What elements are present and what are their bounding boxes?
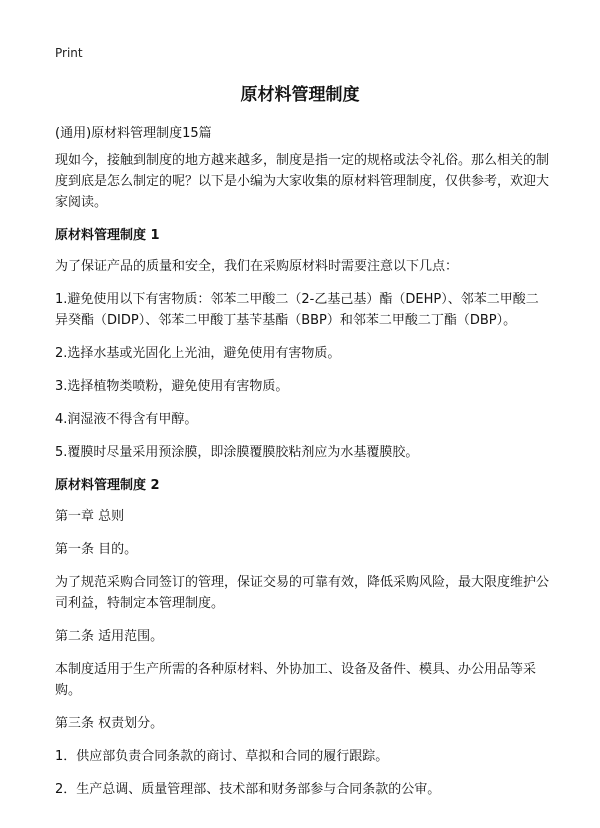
section-1-paragraph: 2.选择水基或光固化上光油，避免使用有害物质。 — [55, 346, 341, 361]
section-2-paragraph: 第一条 目的。 — [55, 542, 138, 557]
section-1-paragraph: 3.选择植物类喷粉，避免使用有害物质。 — [55, 379, 289, 394]
section-2-heading: 原材料管理制度 2 — [55, 478, 160, 493]
print-label: Print — [55, 46, 83, 60]
document-title: 原材料管理制度 — [240, 85, 360, 105]
document-body — [55, 150, 550, 812]
section-2-paragraph: 第一章 总则 — [55, 509, 125, 524]
section-2-paragraph: 本制度适用于生产所需的各种原材料、外协加工、设备及备件、模具、办公用品等采购。 — [55, 662, 537, 698]
document-subtitle: (通用)原材料管理制度15篇 — [55, 126, 212, 141]
section-2-paragraph: 第三条 权责划分。 — [55, 716, 164, 731]
section-2-paragraph: 1．供应部负责合同条款的商讨、草拟和合同的履行跟踪。 — [55, 749, 389, 764]
section-2-paragraph: 2．生产总调、质量管理部、技术部和财务部参与合同条款的公审。 — [55, 782, 441, 797]
section-1-paragraph: 4.润湿液不得含有甲醇。 — [55, 412, 198, 427]
intro-paragraph: 现如今，接触到制度的地方越来越多，制度是指一定的规格或法令礼俗。那么相关的制度到底是怎么制定的呢？以下是小编为大家收集的原材料管理制度，仅供参考，欢迎大家阅读。 — [55, 153, 550, 210]
section-2-paragraph: 为了规范采购合同签订的管理，保证交易的可靠有效，降低采购风险，最大限度维护公司利益，特制定本管理制度。 — [55, 575, 550, 611]
section-1-heading: 原材料管理制度 1 — [55, 228, 160, 243]
section-1-paragraph: 为了保证产品的质量和安全，我们在采购原材料时需要注意以下几点： — [55, 259, 459, 274]
section-2-paragraph: 第二条 适用范围。 — [55, 629, 164, 644]
section-1-paragraph: 5.覆膜时尽量采用预涂膜，即涂膜覆膜胶粘剂应为水基覆膜胶。 — [55, 445, 419, 460]
section-1-paragraph: 1.避免使用以下有害物质：邻苯二甲酸二（2-乙基己基）酯（DEHP）、邻苯二甲酸二异癸酯（DIDP）、邻苯二甲酸丁基苄基酯（BBP）和邻苯二甲酸二丁酯（DBP）。 — [55, 292, 539, 328]
